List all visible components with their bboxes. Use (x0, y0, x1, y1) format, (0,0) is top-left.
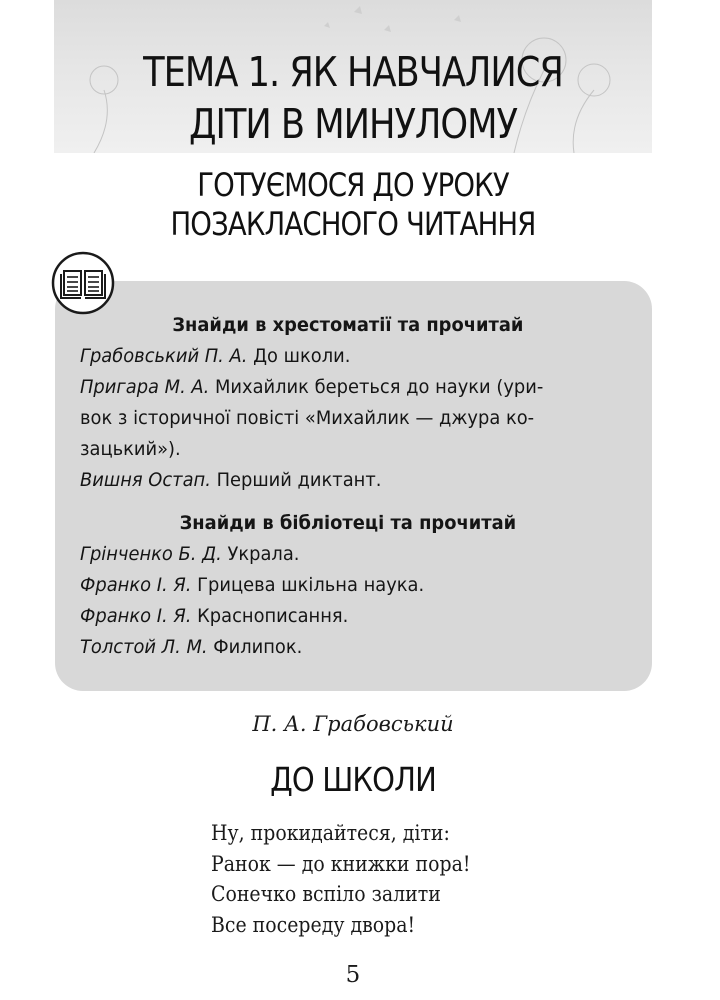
poem-line: Ранок — до книжки пора! (211, 851, 471, 876)
topic-title-line-2: ДІТИ В МИНУЛОМУ (189, 100, 517, 148)
entry-title: Грицева шкільна наука. (197, 574, 425, 596)
entry-author: Грінченко Б. Д. (80, 543, 222, 565)
entry-title: зацький»). (80, 438, 181, 460)
entry-title: До школи. (253, 345, 351, 367)
section-title (96, 166, 610, 244)
poem-line: Ну, прокидайтеся, діти: (211, 821, 450, 845)
entry-title: Краснописання. (197, 605, 349, 627)
list-item (80, 341, 606, 372)
poem-line: Сонечко вспіло залити (211, 882, 441, 906)
section-title-line-2: ПОЗАКЛАСНОГО ЧИТАННЯ (170, 205, 536, 243)
library-heading: Знайди в бібліотеці та прочитай (179, 512, 517, 534)
topic-title (96, 46, 610, 150)
poem-text (211, 818, 470, 940)
list-item-continuation (80, 403, 606, 434)
topic-title-line-1: ТЕМА 1. ЯК НАВЧАЛИСЯ (143, 48, 563, 96)
list-item (80, 632, 606, 663)
list-item (80, 601, 606, 632)
poem-author: П. А. Грабовський (252, 712, 454, 736)
entry-title: Украла. (227, 543, 300, 565)
section-title-line-1: ГОТУЄМОСЯ ДО УРОКУ (197, 166, 509, 204)
open-book-icon (50, 250, 116, 316)
list-item-continuation (80, 434, 606, 465)
entry-title: Михайлик береться до науки (ури- (215, 376, 544, 398)
entry-author: Вишня Остап. (80, 469, 211, 491)
entry-title: Перший диктант. (216, 469, 382, 491)
list-item (80, 539, 606, 570)
anthology-heading: Знайди в хрестоматії та прочитай (172, 314, 524, 336)
list-item (80, 372, 606, 403)
entry-author: Пригара М. А. (80, 376, 210, 398)
entry-author: Франко І. Я. (80, 574, 192, 596)
entry-title: Филипок. (213, 636, 303, 658)
list-item (80, 570, 606, 601)
entry-title: вок з історичної повісті «Михайлик — джура ко- (80, 407, 535, 429)
list-item (80, 465, 606, 496)
section-gap (80, 496, 606, 508)
page-number: 5 (345, 962, 361, 988)
entry-author: Франко І. Я. (80, 605, 192, 627)
reading-list (80, 310, 606, 663)
poem-title: ДО ШКОЛИ (270, 760, 436, 799)
entry-author: Толстой Л. М. (80, 636, 208, 658)
entry-author: Грабовський П. А. (80, 345, 248, 367)
poem-line: Все посереду двора! (211, 912, 416, 937)
